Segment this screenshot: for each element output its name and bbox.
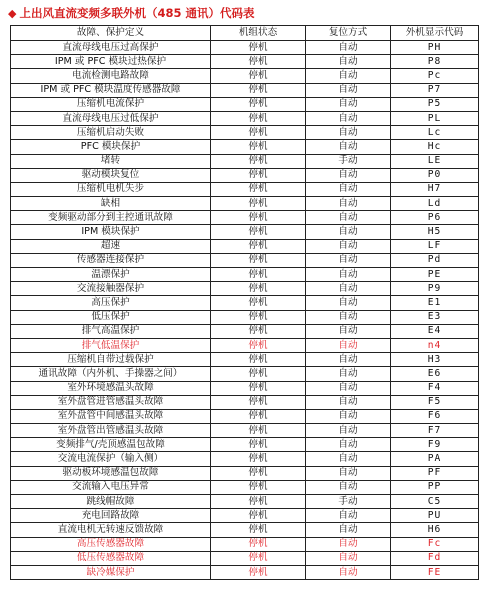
table-row (11, 253, 479, 267)
cell-fault-definition: 堵转 (11, 154, 211, 168)
cell-fault-definition: 跳线帽故障 (11, 495, 211, 509)
table-row (11, 424, 479, 438)
cell-display-code: LE (391, 154, 479, 168)
cell-unit-state: 停机 (211, 296, 306, 310)
cell-unit-state: 停机 (211, 310, 306, 324)
table-row (11, 182, 479, 196)
table-row (11, 239, 479, 253)
cell-unit-state: 停机 (211, 353, 306, 367)
cell-reset-method: 自动 (306, 126, 391, 140)
cell-unit-state: 停机 (211, 282, 306, 296)
cell-reset-method: 自动 (306, 310, 391, 324)
cell-fault-definition: IPM 或 PFC 模块温度传感器故障 (11, 83, 211, 97)
cell-unit-state: 停机 (211, 409, 306, 423)
table-row (11, 338, 479, 352)
cell-reset-method: 自动 (306, 424, 391, 438)
cell-reset-method: 自动 (306, 268, 391, 282)
table-row (11, 367, 479, 381)
table-row (11, 509, 479, 523)
cell-unit-state: 停机 (211, 239, 306, 253)
fault-code-table (10, 25, 479, 580)
cell-display-code: PE (391, 268, 479, 282)
cell-display-code: PF (391, 466, 479, 480)
table-row (11, 282, 479, 296)
cell-fault-definition: IPM 模块保护 (11, 225, 211, 239)
cell-fault-definition: PFC 模块保护 (11, 140, 211, 154)
cell-unit-state: 停机 (211, 523, 306, 537)
cell-display-code: FE (391, 565, 479, 579)
table-row (11, 296, 479, 310)
cell-reset-method: 自动 (306, 211, 391, 225)
cell-reset-method: 自动 (306, 83, 391, 97)
cell-fault-definition: 电流检测电路故障 (11, 69, 211, 83)
table-row (11, 353, 479, 367)
table-row (11, 83, 479, 97)
cell-display-code: Pc (391, 69, 479, 83)
cell-unit-state: 停机 (211, 324, 306, 338)
cell-unit-state: 停机 (211, 395, 306, 409)
cell-fault-definition: 室外盘管出管感温头故障 (11, 424, 211, 438)
cell-unit-state: 停机 (211, 253, 306, 267)
cell-display-code: PA (391, 452, 479, 466)
cell-display-code: Hc (391, 140, 479, 154)
table-row (11, 310, 479, 324)
cell-unit-state: 停机 (211, 83, 306, 97)
cell-fault-definition: 缺相 (11, 197, 211, 211)
cell-fault-definition: 低压传感器故障 (11, 551, 211, 565)
cell-unit-state: 停机 (211, 381, 306, 395)
cell-reset-method: 自动 (306, 438, 391, 452)
cell-display-code: P0 (391, 168, 479, 182)
cell-reset-method: 自动 (306, 197, 391, 211)
cell-reset-method: 自动 (306, 324, 391, 338)
cell-reset-method: 自动 (306, 551, 391, 565)
table-header-row (11, 26, 479, 41)
header-fault-definition: 故障、保护定义 (11, 26, 211, 41)
cell-reset-method: 自动 (306, 338, 391, 352)
cell-display-code: PL (391, 111, 479, 125)
cell-fault-definition: 压缩机电机失步 (11, 182, 211, 196)
cell-unit-state: 停机 (211, 438, 306, 452)
cell-fault-definition: 室外环境感温头故障 (11, 381, 211, 395)
cell-fault-definition: 驱动模块复位 (11, 168, 211, 182)
cell-fault-definition: 变频排气/壳顶感温包故障 (11, 438, 211, 452)
cell-reset-method: 手动 (306, 154, 391, 168)
cell-display-code: Lc (391, 126, 479, 140)
cell-display-code: H3 (391, 353, 479, 367)
cell-unit-state: 停机 (211, 338, 306, 352)
cell-reset-method: 自动 (306, 253, 391, 267)
cell-reset-method: 自动 (306, 452, 391, 466)
table-row (11, 523, 479, 537)
cell-unit-state: 停机 (211, 197, 306, 211)
cell-display-code: Fd (391, 551, 479, 565)
cell-unit-state: 停机 (211, 480, 306, 494)
table-row (11, 565, 479, 579)
cell-reset-method: 自动 (306, 523, 391, 537)
cell-fault-definition: 室外盘管进管感温头故障 (11, 395, 211, 409)
cell-fault-definition: 低压保护 (11, 310, 211, 324)
cell-display-code: LF (391, 239, 479, 253)
cell-unit-state: 停机 (211, 424, 306, 438)
document-title-text: 上出风直流变频多联外机（485 通讯）代码表 (19, 6, 255, 20)
header-display-code: 外机显示代码 (391, 26, 479, 41)
cell-display-code: P5 (391, 97, 479, 111)
cell-reset-method: 自动 (306, 296, 391, 310)
table-row (11, 480, 479, 494)
cell-reset-method: 自动 (306, 97, 391, 111)
table-row (11, 225, 479, 239)
table-row (11, 41, 479, 55)
cell-display-code: E6 (391, 367, 479, 381)
table-row (11, 197, 479, 211)
cell-fault-definition: 高压传感器故障 (11, 537, 211, 551)
cell-fault-definition: 传感器连接保护 (11, 253, 211, 267)
cell-display-code: E4 (391, 324, 479, 338)
cell-fault-definition: 压缩机电流保护 (11, 97, 211, 111)
cell-display-code: H6 (391, 523, 479, 537)
cell-display-code: F9 (391, 438, 479, 452)
table-row (11, 268, 479, 282)
cell-reset-method: 自动 (306, 565, 391, 579)
cell-reset-method: 自动 (306, 409, 391, 423)
cell-unit-state: 停机 (211, 55, 306, 69)
cell-unit-state: 停机 (211, 211, 306, 225)
cell-reset-method: 自动 (306, 239, 391, 253)
cell-fault-definition: 直流电机无转速反馈故障 (11, 523, 211, 537)
cell-reset-method: 自动 (306, 395, 391, 409)
table-row (11, 154, 479, 168)
cell-display-code: F4 (391, 381, 479, 395)
cell-fault-definition: 室外盘管中间感温头故障 (11, 409, 211, 423)
cell-fault-definition: 交流输入电压异常 (11, 480, 211, 494)
cell-display-code: H7 (391, 182, 479, 196)
table-body (11, 41, 479, 580)
cell-fault-definition: 驱动板环境感温包故障 (11, 466, 211, 480)
cell-fault-definition: 直流母线电压过低保护 (11, 111, 211, 125)
cell-fault-definition: 压缩机启动失败 (11, 126, 211, 140)
cell-fault-definition: 充电回路故障 (11, 509, 211, 523)
cell-unit-state: 停机 (211, 551, 306, 565)
cell-fault-definition: 直流母线电压过高保护 (11, 41, 211, 55)
cell-display-code: F6 (391, 409, 479, 423)
cell-fault-definition: 高压保护 (11, 296, 211, 310)
cell-display-code: E1 (391, 296, 479, 310)
cell-reset-method: 自动 (306, 466, 391, 480)
cell-display-code: P7 (391, 83, 479, 97)
cell-display-code: Ld (391, 197, 479, 211)
cell-reset-method: 自动 (306, 140, 391, 154)
cell-unit-state: 停机 (211, 126, 306, 140)
cell-unit-state: 停机 (211, 69, 306, 83)
table-row (11, 97, 479, 111)
table-row (11, 409, 479, 423)
cell-reset-method: 自动 (306, 55, 391, 69)
table-row (11, 126, 479, 140)
cell-unit-state: 停机 (211, 225, 306, 239)
cell-fault-definition: 缺冷媒保护 (11, 565, 211, 579)
cell-reset-method: 自动 (306, 69, 391, 83)
cell-reset-method: 自动 (306, 168, 391, 182)
cell-unit-state: 停机 (211, 140, 306, 154)
cell-display-code: n4 (391, 338, 479, 352)
cell-unit-state: 停机 (211, 182, 306, 196)
cell-display-code: P9 (391, 282, 479, 296)
table-row (11, 211, 479, 225)
cell-fault-definition: 压缩机自带过载保护 (11, 353, 211, 367)
cell-fault-definition: IPM 或 PFC 模块过热保护 (11, 55, 211, 69)
cell-unit-state: 停机 (211, 509, 306, 523)
cell-display-code: PH (391, 41, 479, 55)
table-row (11, 452, 479, 466)
fault-code-table-wrapper (10, 25, 478, 580)
table-row (11, 466, 479, 480)
cell-display-code: H5 (391, 225, 479, 239)
cell-fault-definition: 通讯故障（内外机、手操器之间） (11, 367, 211, 381)
cell-unit-state: 停机 (211, 565, 306, 579)
cell-reset-method: 自动 (306, 480, 391, 494)
cell-unit-state: 停机 (211, 495, 306, 509)
table-row (11, 324, 479, 338)
table-row (11, 381, 479, 395)
cell-reset-method: 手动 (306, 495, 391, 509)
cell-unit-state: 停机 (211, 268, 306, 282)
table-row (11, 168, 479, 182)
table-row (11, 69, 479, 83)
cell-display-code: Fc (391, 537, 479, 551)
table-row (11, 551, 479, 565)
cell-display-code: Pd (391, 253, 479, 267)
cell-reset-method: 自动 (306, 282, 391, 296)
table-row (11, 111, 479, 125)
cell-unit-state: 停机 (211, 537, 306, 551)
cell-fault-definition: 交流电流保护（输入侧） (11, 452, 211, 466)
cell-display-code: F7 (391, 424, 479, 438)
diamond-marker-icon: ◆ (8, 7, 17, 20)
cell-reset-method: 自动 (306, 182, 391, 196)
table-row (11, 140, 479, 154)
cell-display-code: P8 (391, 55, 479, 69)
cell-unit-state: 停机 (211, 97, 306, 111)
cell-unit-state: 停机 (211, 452, 306, 466)
cell-fault-definition: 交流接触器保护 (11, 282, 211, 296)
cell-display-code: F5 (391, 395, 479, 409)
document-title (8, 3, 254, 23)
cell-display-code: PU (391, 509, 479, 523)
cell-unit-state: 停机 (211, 154, 306, 168)
header-reset-method: 复位方式 (306, 26, 391, 41)
cell-fault-definition: 温漂保护 (11, 268, 211, 282)
cell-reset-method: 自动 (306, 367, 391, 381)
cell-unit-state: 停机 (211, 111, 306, 125)
table-row (11, 55, 479, 69)
cell-fault-definition: 排气低温保护 (11, 338, 211, 352)
cell-display-code: PP (391, 480, 479, 494)
table-row (11, 438, 479, 452)
cell-display-code: C5 (391, 495, 479, 509)
cell-reset-method: 自动 (306, 111, 391, 125)
header-unit-state: 机组状态 (211, 26, 306, 41)
cell-display-code: E3 (391, 310, 479, 324)
cell-reset-method: 自动 (306, 381, 391, 395)
table-row (11, 495, 479, 509)
cell-reset-method: 自动 (306, 509, 391, 523)
cell-unit-state: 停机 (211, 367, 306, 381)
cell-reset-method: 自动 (306, 225, 391, 239)
cell-unit-state: 停机 (211, 41, 306, 55)
cell-fault-definition: 排气高温保护 (11, 324, 211, 338)
cell-unit-state: 停机 (211, 168, 306, 182)
cell-reset-method: 自动 (306, 41, 391, 55)
cell-fault-definition: 变频驱动部分到主控通讯故障 (11, 211, 211, 225)
cell-unit-state: 停机 (211, 466, 306, 480)
table-row (11, 395, 479, 409)
table-row (11, 537, 479, 551)
cell-reset-method: 自动 (306, 537, 391, 551)
cell-reset-method: 自动 (306, 353, 391, 367)
cell-fault-definition: 超速 (11, 239, 211, 253)
cell-display-code: P6 (391, 211, 479, 225)
